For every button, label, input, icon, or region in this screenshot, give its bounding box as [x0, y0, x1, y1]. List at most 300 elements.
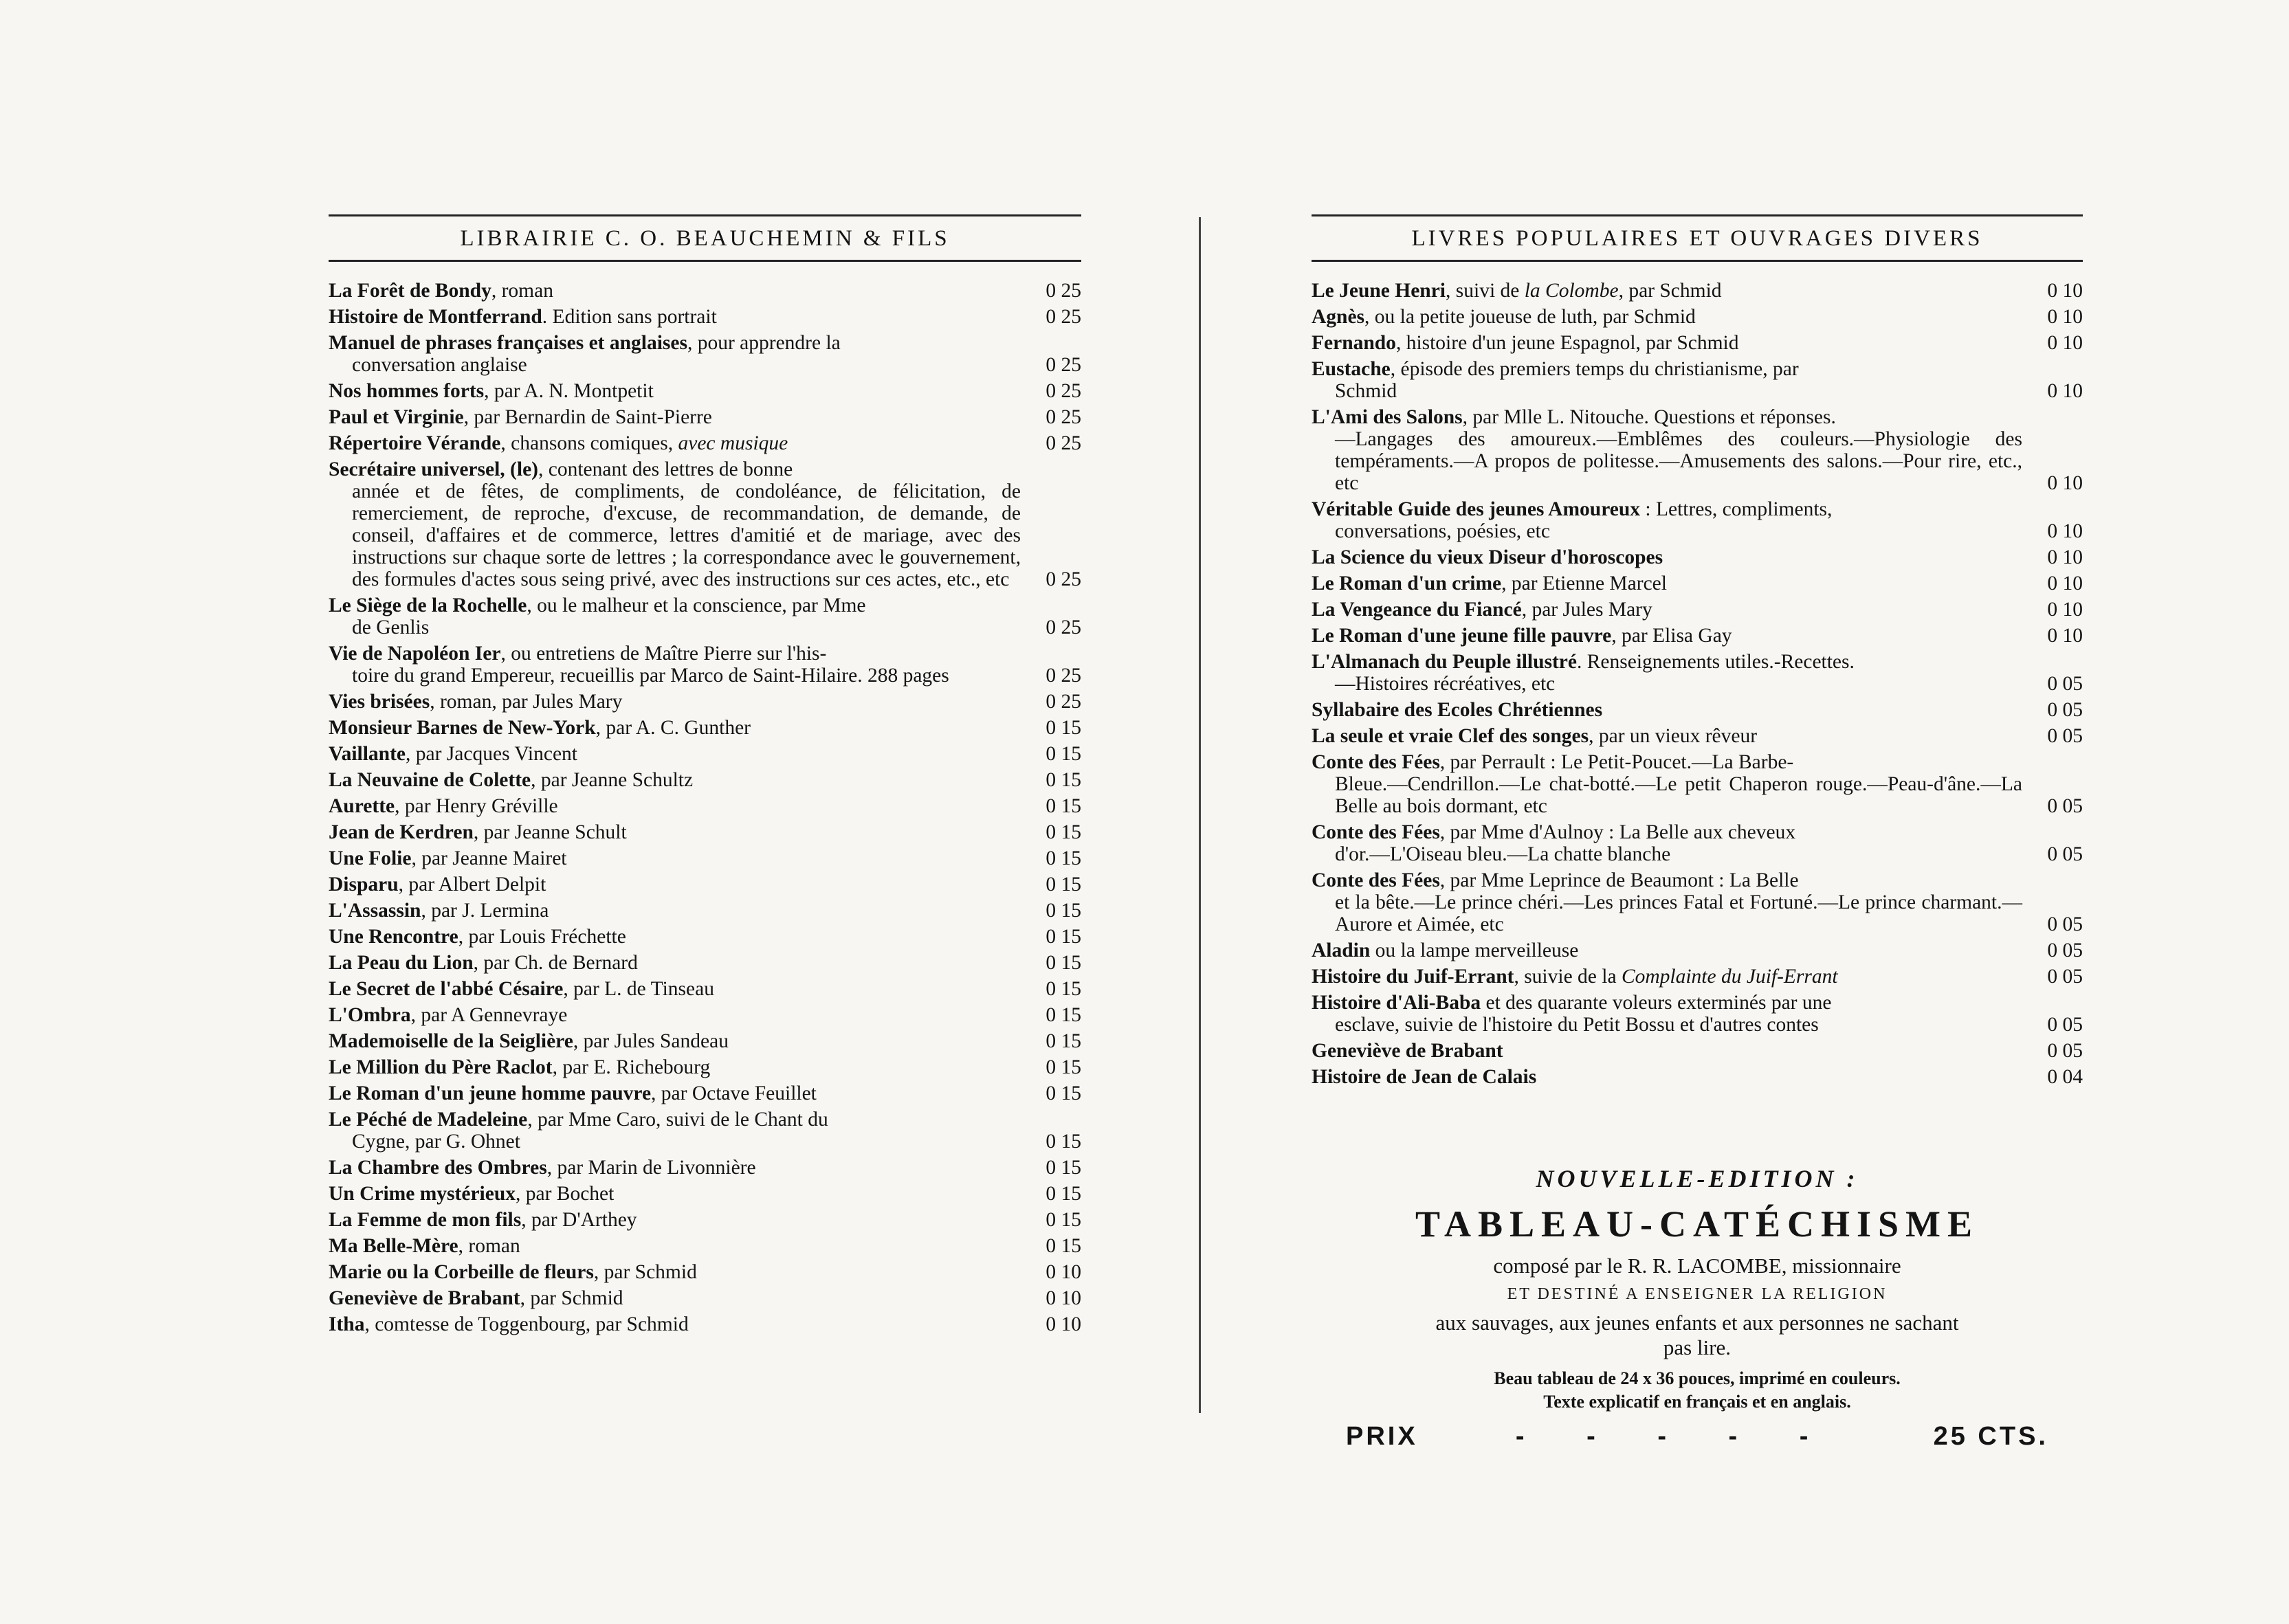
entry-price: 0 15	[1046, 900, 1081, 922]
entry-text	[329, 406, 1026, 428]
entry-title: La Femme de mon fils	[329, 1209, 522, 1231]
entry-title: Mademoiselle de la Seiglière	[329, 1030, 573, 1052]
entry-price: 0 15	[1046, 1082, 1081, 1104]
entry-price: 0 15	[1046, 978, 1081, 1000]
entry-details: , par Jeanne Schult	[473, 821, 627, 843]
entry-text	[1312, 546, 2028, 568]
entry-text	[329, 926, 1026, 948]
entry-price: 0 15	[1046, 847, 1081, 869]
catalog-entry	[1312, 406, 2083, 494]
entry-price: 0 15	[1046, 1183, 1081, 1205]
right-entry-list	[1312, 280, 2083, 1088]
entry-title: Le Roman d'une jeune fille pauvre	[1312, 625, 1612, 647]
ad-purpose-line: ET DESTINÉ A ENSEIGNER LA RELIGION	[1507, 1285, 1888, 1303]
entry-text	[1312, 1040, 2028, 1062]
entry-text	[329, 1313, 1026, 1335]
catalog-entry	[329, 380, 1081, 402]
entry-text	[329, 432, 1026, 454]
entry-text	[1312, 625, 2028, 647]
entry-price: 0 10	[2047, 546, 2083, 568]
entry-price: 0 25	[1046, 354, 1081, 376]
entry-text	[329, 691, 1026, 713]
entry-details: , par Mlle L. Nitouche. Questions et réponses.	[1462, 406, 1836, 428]
entry-details: , par Etienne Marcel	[1501, 572, 1667, 594]
entry-continuation: Cygne, par G. Ohnet	[352, 1131, 520, 1153]
entry-title: Le Roman d'un crime	[1312, 572, 1502, 594]
entry-text	[329, 332, 1026, 376]
entry-title: Vie de Napoléon Ier	[329, 643, 501, 665]
entry-details: , par Ch. de Bernard	[473, 952, 638, 974]
entry-text	[329, 643, 1026, 687]
entry-continuation: Bleue.—Cendrillon.—Le chat-botté.—Le petit Chaperon rouge.—Peau-d'âne.—La Belle au bois dormant, etc	[1335, 773, 2022, 817]
entry-title: Aladin	[1312, 939, 1371, 961]
entry-text	[329, 1183, 1026, 1205]
entry-details: , par A Gennevraye	[410, 1004, 568, 1026]
catalog-entry	[329, 821, 1081, 843]
ad-title: TABLEAU-CATÉCHISME	[1415, 1203, 1980, 1245]
entry-price: 0 10	[2047, 520, 2083, 542]
entry-title: Véritable Guide des jeunes Amoureux	[1312, 498, 1641, 520]
entry-text	[329, 1235, 1026, 1257]
entry-price: 0 10	[2047, 332, 2083, 354]
catalog-entry	[1312, 625, 2083, 647]
entry-text	[329, 1082, 1026, 1104]
entry-title: La Chambre des Ombres	[329, 1157, 547, 1179]
entry-text	[1312, 651, 2028, 695]
entry-details: , par E. Richebourg	[552, 1056, 711, 1078]
entry-details: , contenant des lettres de bonne	[538, 458, 793, 480]
catalog-entry	[329, 952, 1081, 974]
entry-price: 0 15	[1046, 717, 1081, 739]
entry-price: 0 15	[1046, 926, 1081, 948]
entry-price: 0 10	[1046, 1261, 1081, 1283]
entry-details: , ou le malheur et la conscience, par Mme	[527, 594, 866, 616]
catalog-entry	[329, 458, 1081, 590]
catalog-entry	[1312, 699, 2083, 721]
entry-price: 0 05	[2047, 673, 2083, 695]
catalog-entry	[329, 1261, 1081, 1283]
ad-format-line: Beau tableau de 24 x 36 pouces, imprimé en couleurs.	[1494, 1368, 1901, 1388]
entry-title: Disparu	[329, 874, 399, 896]
entry-details: , suivie de la	[1514, 966, 1622, 988]
ad-text-line: Texte explicatif en français et en anglais.	[1543, 1392, 1851, 1412]
entry-price: 0 10	[2047, 599, 2083, 621]
ad-price-label: PRIX	[1346, 1422, 1418, 1451]
catalog-entry	[329, 1056, 1081, 1078]
catalog-entry	[329, 874, 1081, 896]
entry-price: 0 25	[1046, 406, 1081, 428]
ad-heading: NOUVELLE-EDITION :	[1536, 1165, 1859, 1192]
entry-text	[329, 1261, 1026, 1283]
entry-details: , par Schmid	[593, 1261, 697, 1283]
entry-details: , par Bochet	[515, 1183, 615, 1205]
entry-text	[329, 769, 1026, 791]
catalog-entry	[329, 1030, 1081, 1052]
entry-title: Agnès	[1312, 306, 1365, 328]
catalog-entry	[329, 691, 1081, 713]
entry-continuation: conversation anglaise	[352, 354, 527, 376]
entry-price: 0 10	[1046, 1287, 1081, 1309]
entry-details: , histoire d'un jeune Espagnol, par Schmid	[1395, 332, 1739, 354]
entry-price: 0 25	[1046, 665, 1081, 687]
catalog-entry	[1312, 751, 2083, 817]
entry-price: 0 25	[1046, 568, 1081, 590]
entry-title: Conte des Fées	[1312, 821, 1440, 843]
catalog-entry	[329, 1109, 1081, 1153]
entry-details-2: , par Schmid	[1618, 280, 1722, 302]
catalog-entry	[1312, 280, 2083, 302]
entry-title: L'Assassin	[329, 900, 421, 922]
entry-title: La Forêt de Bondy	[329, 280, 491, 302]
entry-continuation: —Langages des amoureux.—Emblêmes des couleurs.—Physiologie des tempéraments.—A propos de politesse.—Amusements des salons.—Pour rire, etc., etc	[1335, 428, 2022, 494]
catalog-entry	[329, 332, 1081, 376]
entry-title: Le Roman d'un jeune homme pauvre	[329, 1082, 652, 1104]
entry-title: Un Crime mystérieux	[329, 1183, 516, 1205]
entry-title: Geneviève de Brabant	[1312, 1040, 1503, 1062]
entry-text	[1312, 699, 2028, 721]
entry-details: , par Mme d'Aulnoy : La Belle aux cheveux	[1439, 821, 1796, 843]
entry-text	[1312, 406, 2028, 494]
ad-author-line: composé par le R. R. LACOMBE, missionnaire	[1493, 1254, 1901, 1278]
entry-price: 0 05	[2047, 913, 2083, 935]
entry-details: , par Marin de Livonnière	[546, 1157, 756, 1179]
entry-title: La Peau du Lion	[329, 952, 474, 974]
entry-text	[1312, 966, 2028, 988]
entry-text	[329, 1209, 1026, 1231]
catalog-entry	[1312, 966, 2083, 988]
entry-text	[1312, 1066, 2028, 1088]
entry-title: La Neuvaine de Colette	[329, 769, 531, 791]
entry-italic: Complainte du Juif-Errant	[1621, 966, 1838, 988]
entry-continuation: Schmid	[1335, 380, 1397, 402]
entry-text	[329, 900, 1026, 922]
entry-details: , comtesse de Toggenbourg, par Schmid	[364, 1313, 689, 1335]
entry-text	[1312, 306, 2028, 328]
entry-text	[329, 874, 1026, 896]
entry-title: Jean de Kerdren	[329, 821, 474, 843]
entry-title: Une Rencontre	[329, 926, 458, 948]
entry-title: Paul et Virginie	[329, 406, 464, 428]
entry-continuation: année et de fêtes, de compliments, de condoléance, de félicitation, de remerciement, de reproche, d'excuse, de recommandation, de demande, de conseil, d'affaires et de commerce, lettres d'amitié et de mariage, avec des instructions sur chaque sorte de lettres ; la correspondance avec le gouvernement, des formules d'actes sous seing privé, avec des instructions sur ces actes, etc., etc	[352, 480, 1021, 590]
entry-text	[329, 743, 1026, 765]
entry-price: 0 25	[1046, 380, 1081, 402]
entry-text	[329, 594, 1026, 638]
column-divider	[1199, 217, 1201, 1413]
catalog-entry	[329, 743, 1081, 765]
entry-price: 0 04	[2047, 1066, 2083, 1088]
entry-title: Ma Belle-Mère	[329, 1235, 458, 1257]
entry-title: Syllabaire des Ecoles Chrétiennes	[1312, 699, 1603, 721]
entry-details: , par L. de Tinseau	[563, 978, 714, 1000]
entry-details: , par Jacques Vincent	[406, 743, 578, 765]
catalog-entry	[1312, 992, 2083, 1036]
catalog-entry	[329, 1004, 1081, 1026]
catalog-entry	[1312, 498, 2083, 542]
entry-price: 0 15	[1046, 952, 1081, 974]
entry-price: 0 25	[1046, 432, 1081, 454]
entry-title: L'Ami des Salons	[1312, 406, 1463, 428]
entry-price: 0 05	[2047, 966, 2083, 988]
entry-title: Conte des Fées	[1312, 869, 1440, 891]
entry-title: Le Péché de Madeleine	[329, 1109, 528, 1131]
entry-details: . Renseignements utiles.-Recettes.	[1577, 651, 1855, 673]
catalog-entry	[1312, 1040, 2083, 1062]
entry-text	[329, 280, 1026, 302]
entry-title: Marie ou la Corbeille de fleurs	[329, 1261, 594, 1283]
entry-details: , épisode des premiers temps du christianisme, par	[1390, 358, 1799, 380]
entry-title: Le Million du Père Raclot	[329, 1056, 553, 1078]
entry-title: Geneviève de Brabant	[329, 1287, 520, 1309]
entry-title: La seule et vraie Clef des songes	[1312, 725, 1589, 747]
entry-title: Histoire de Montferrand	[329, 306, 542, 328]
entry-details: , chansons comiques,	[500, 432, 678, 454]
entry-text	[329, 1056, 1026, 1078]
catalog-entry	[1312, 869, 2083, 935]
catalog-entry	[1312, 599, 2083, 621]
entry-details: , par Bernardin de Saint-Pierre	[463, 406, 712, 428]
catalog-entry	[329, 594, 1081, 638]
entry-price: 0 15	[1046, 1004, 1081, 1026]
right-running-head: LIVRES POPULAIRES ET OUVRAGES DIVERS	[1411, 226, 1983, 251]
entry-text	[329, 821, 1026, 843]
entry-details: , par A. C. Gunther	[595, 717, 751, 739]
entry-details: , roman	[458, 1235, 520, 1257]
entry-price: 0 15	[1046, 1209, 1081, 1231]
catalog-entry	[1312, 821, 2083, 865]
entry-details: , par Mme Caro, suivi de le Chant du	[527, 1109, 828, 1131]
catechism-advertisement	[1312, 1164, 2083, 1451]
catalog-entry	[329, 978, 1081, 1000]
entry-details: , par Jeanne Schultz	[531, 769, 694, 791]
entry-price: 0 15	[1046, 1030, 1081, 1052]
catalog-entry	[329, 900, 1081, 922]
entry-continuation: d'or.—L'Oiseau bleu.—La chatte blanche	[1335, 843, 1671, 865]
entry-details: , pour apprendre la	[687, 332, 841, 354]
entry-details: , par Jules Mary	[1521, 599, 1652, 621]
entry-details: , par A. N. Montpetit	[484, 380, 654, 402]
entry-price: 0 05	[2047, 843, 2083, 865]
catalog-entry	[329, 1313, 1081, 1335]
catalog-entry	[329, 847, 1081, 869]
entry-price: 0 10	[2047, 472, 2083, 494]
entry-details: et des quarante voleurs exterminés par une	[1481, 992, 1832, 1014]
entry-price: 0 15	[1046, 1235, 1081, 1257]
entry-title: Aurette	[329, 795, 395, 817]
entry-title: Histoire de Jean de Calais	[1312, 1066, 1537, 1088]
entry-title: Manuel de phrases françaises et anglaises	[329, 332, 687, 354]
catalog-entry	[329, 1157, 1081, 1179]
entry-price: 0 05	[2047, 725, 2083, 747]
entry-text	[1312, 751, 2028, 817]
entry-text	[329, 1030, 1026, 1052]
entry-title: Nos hommes forts	[329, 380, 485, 402]
entry-text	[329, 1287, 1026, 1309]
catalog-entry	[329, 643, 1081, 687]
entry-price: 0 10	[1046, 1313, 1081, 1335]
catalog-entry	[1312, 572, 2083, 594]
entry-details: , ou la petite joueuse de luth, par Schmid	[1364, 306, 1696, 328]
entry-details: ou la lampe merveilleuse	[1370, 939, 1579, 961]
entry-italic: la Colombe	[1524, 280, 1619, 302]
entry-price: 0 25	[1046, 306, 1081, 328]
entry-price: 0 15	[1046, 743, 1081, 765]
left-running-head: LIBRAIRIE C. O. BEAUCHEMIN & FILS	[460, 226, 950, 251]
entry-title: Le Jeune Henri	[1312, 280, 1446, 302]
entry-text	[1312, 332, 2028, 354]
entry-details: , par Schmid	[520, 1287, 623, 1309]
left-entry-list	[329, 280, 1081, 1335]
entry-title: Monsieur Barnes de New-York	[329, 717, 596, 739]
entry-text	[1312, 939, 2028, 961]
entry-price: 0 25	[1046, 691, 1081, 713]
entry-details: , par Albert Delpit	[398, 874, 546, 896]
entry-title: La Vengeance du Fiancé	[1312, 599, 1522, 621]
catalog-entry	[329, 926, 1081, 948]
entry-text	[329, 795, 1026, 817]
catalog-entry	[1312, 725, 2083, 747]
entry-details: , par Mme Leprince de Beaumont : La Belle	[1439, 869, 1799, 891]
catalog-entry	[329, 769, 1081, 791]
catalog-entry	[1312, 306, 2083, 328]
entry-text	[1312, 280, 2028, 302]
entry-price: 0 15	[1046, 1131, 1081, 1153]
entry-text	[329, 952, 1026, 974]
entry-details: , par Henry Gréville	[395, 795, 558, 817]
entry-details: , roman	[491, 280, 553, 302]
catalog-entry	[329, 280, 1081, 302]
entry-title: L'Ombra	[329, 1004, 411, 1026]
entry-price: 0 15	[1046, 769, 1081, 791]
entry-text	[1312, 572, 2028, 594]
entry-title: La Science du vieux Diseur d'horoscopes	[1312, 546, 1663, 568]
catalog-entry	[329, 1235, 1081, 1257]
entry-details: , roman, par Jules Mary	[430, 691, 623, 713]
entry-details: , par Elisa Gay	[1611, 625, 1732, 647]
entry-text	[1312, 821, 2028, 865]
entry-title: Conte des Fées	[1312, 751, 1440, 773]
catalog-entry	[329, 1082, 1081, 1104]
entry-text	[1312, 358, 2028, 402]
entry-details: , suivi de	[1446, 280, 1525, 302]
catalog-entry	[1312, 546, 2083, 568]
entry-text	[329, 847, 1026, 869]
entry-details: , ou entretiens de Maître Pierre sur l'his-	[500, 643, 827, 665]
entry-italic: avec musique	[678, 432, 788, 454]
entry-details: . Edition sans portrait	[542, 306, 717, 328]
entry-title: Itha	[329, 1313, 365, 1335]
entry-text	[1312, 992, 2028, 1036]
entry-title: Vaillante	[329, 743, 406, 765]
entry-continuation: et la bête.—Le prince chéri.—Les princes Fatal et Fortuné.—Le prince charmant.—Aurore et Aimée, etc	[1335, 891, 2022, 935]
entry-text	[1312, 725, 2028, 747]
entry-title: Une Folie	[329, 847, 412, 869]
entry-continuation: toire du grand Empereur, recueillis par Marco de Saint-Hilaire. 288 pages	[352, 665, 949, 687]
catalog-entry	[1312, 651, 2083, 695]
catalog-entry	[1312, 332, 2083, 354]
entry-price: 0 05	[2047, 795, 2083, 817]
entry-text	[329, 458, 1026, 590]
entry-title: Fernando	[1312, 332, 1396, 354]
entry-details: , par J. Lermina	[421, 900, 549, 922]
entry-price: 0 05	[2047, 699, 2083, 721]
entry-continuation: esclave, suivie de l'histoire du Petit Bossu et d'autres contes	[1335, 1014, 1819, 1036]
entry-price: 0 15	[1046, 795, 1081, 817]
entry-details: , par Louis Fréchette	[458, 926, 626, 948]
header-rule-bottom	[1312, 260, 2083, 262]
catalog-entry	[329, 406, 1081, 428]
entry-details: : Lettres, compliments,	[1640, 498, 1833, 520]
catalog-entry	[329, 717, 1081, 739]
ad-price-value: 25 CTS.	[1933, 1422, 2048, 1451]
entry-price: 0 15	[1046, 821, 1081, 843]
entry-price: 0 15	[1046, 874, 1081, 896]
ad-audience-line: aux sauvages, aux jeunes enfants et aux personnes ne sachant pas lire.	[1435, 1311, 1959, 1359]
entry-details: , par Octave Feuillet	[651, 1082, 817, 1104]
entry-text	[329, 306, 1026, 328]
entry-price: 0 10	[2047, 625, 2083, 647]
entry-text	[329, 1004, 1026, 1026]
entry-price: 0 10	[2047, 572, 2083, 594]
entry-details: , par un vieux rêveur	[1589, 725, 1758, 747]
catalog-entry	[329, 306, 1081, 328]
entry-title: Vies brisées	[329, 691, 430, 713]
catalog-entry	[329, 432, 1081, 454]
entry-price: 0 05	[2047, 1040, 2083, 1062]
entry-details: , par Perrault : Le Petit-Poucet.—La Barbe-	[1439, 751, 1794, 773]
entry-price: 0 10	[2047, 380, 2083, 402]
ad-price-dashes: - - - - -	[1515, 1422, 1836, 1451]
left-column	[329, 214, 1081, 1339]
entry-price: 0 25	[1046, 280, 1081, 302]
right-column	[1312, 214, 2083, 1092]
ad-price-line	[1312, 1422, 2083, 1451]
entry-price: 0 10	[2047, 280, 2083, 302]
entry-price: 0 05	[2047, 1014, 2083, 1036]
entry-text	[329, 978, 1026, 1000]
catalog-entry	[1312, 939, 2083, 961]
entry-text	[329, 1157, 1026, 1179]
catalog-entry	[329, 795, 1081, 817]
entry-price: 0 15	[1046, 1157, 1081, 1179]
entry-title: Histoire d'Ali-Baba	[1312, 992, 1481, 1014]
entry-title: L'Almanach du Peuple illustré	[1312, 651, 1577, 673]
catalog-entry	[329, 1287, 1081, 1309]
header-rule-bottom	[329, 260, 1081, 262]
entry-text	[1312, 599, 2028, 621]
entry-text	[329, 717, 1026, 739]
entry-title: Le Siège de la Rochelle	[329, 594, 527, 616]
entry-details: , par Jeanne Mairet	[411, 847, 567, 869]
catalog-entry	[1312, 1066, 2083, 1088]
entry-details: , par D'Arthey	[521, 1209, 637, 1231]
entry-price: 0 15	[1046, 1056, 1081, 1078]
entry-title: Eustache	[1312, 358, 1391, 380]
entry-price: 0 05	[2047, 939, 2083, 961]
entry-title: Le Secret de l'abbé Césaire	[329, 978, 564, 1000]
entry-price: 0 10	[2047, 306, 2083, 328]
entry-continuation: —Histoires récréatives, etc	[1335, 673, 1556, 695]
catalog-entry	[329, 1183, 1081, 1205]
catalog-entry	[329, 1209, 1081, 1231]
entry-title: Répertoire Vérande	[329, 432, 501, 454]
entry-price: 0 25	[1046, 616, 1081, 638]
entry-details: , par Jules Sandeau	[573, 1030, 729, 1052]
entry-text	[329, 1109, 1026, 1153]
entry-continuation: de Genlis	[352, 616, 430, 638]
entry-continuation: conversations, poésies, etc	[1335, 520, 1550, 542]
entry-text	[1312, 498, 2028, 542]
entry-title: Secrétaire universel, (le)	[329, 458, 538, 480]
